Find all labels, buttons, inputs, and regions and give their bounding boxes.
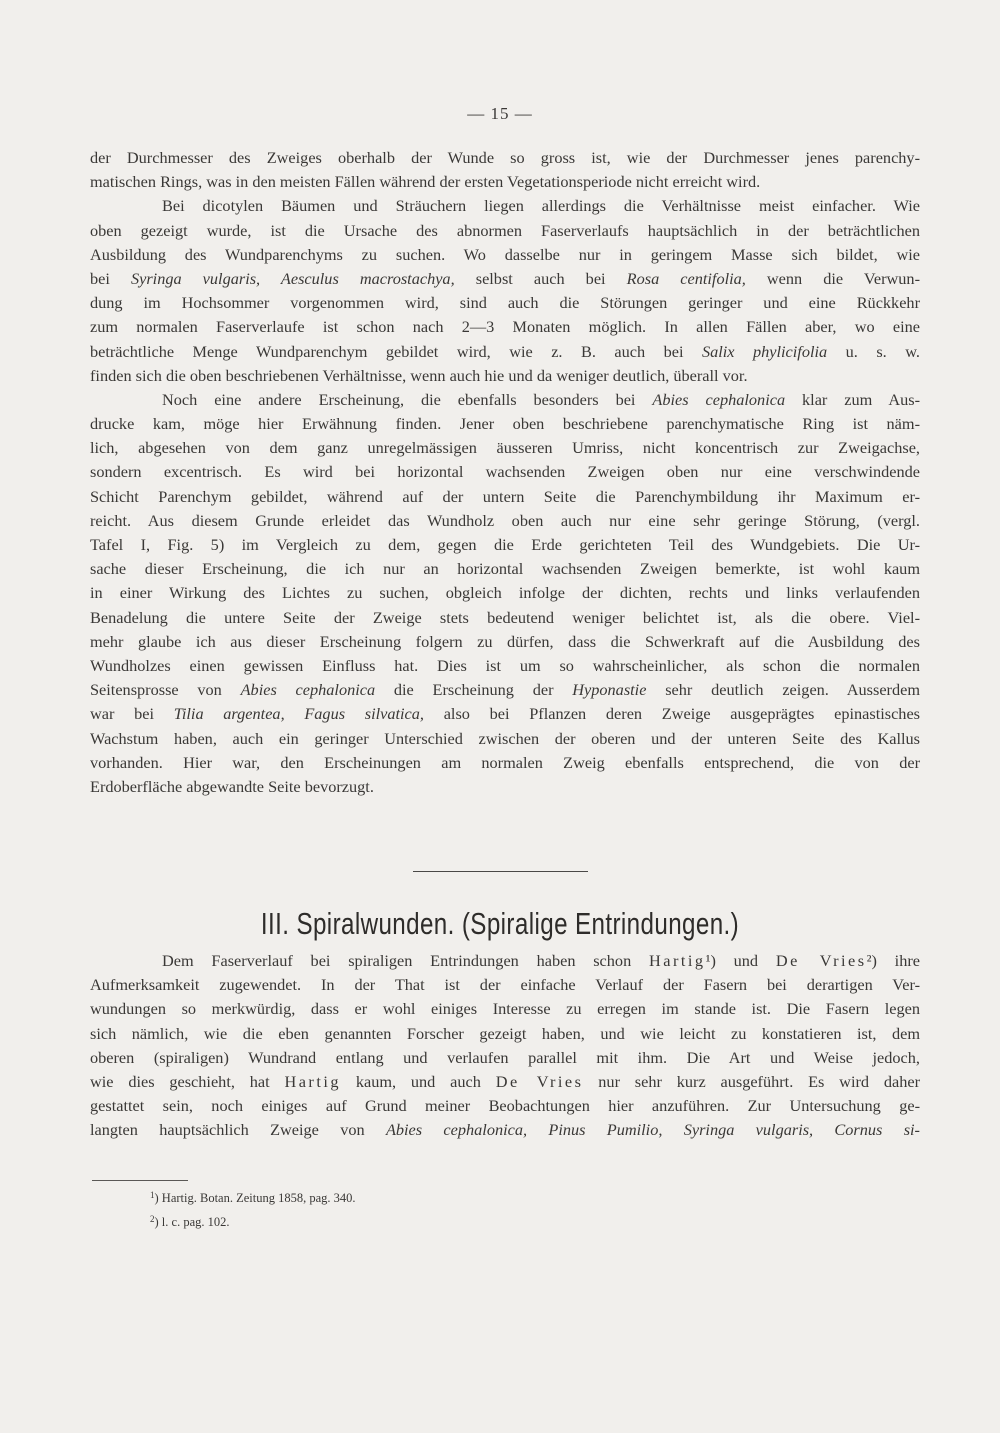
- italic-term: Salix phylicifolia: [701, 341, 828, 361]
- text-line: wundungen so merkwürdig, dass er wohl einiges Interesse zu erregen im stande ist. Die Fasern legen: [90, 999, 920, 1019]
- footnote-marker: 2: [150, 1214, 155, 1224]
- text-run: wenn die Verwun-: [745, 268, 920, 288]
- author-name: De Vries: [495, 1071, 584, 1091]
- page-number: — 15 —: [467, 104, 533, 123]
- text-run: beträchtliche Menge Wundparenchym gebildet wird, wie z. B. auch bei: [90, 341, 702, 361]
- footnote-rule: [92, 1180, 188, 1181]
- italic-term: Abies cephalonica, Pinus Pumilio, Syringa vulgaris, Cornus si-: [385, 1120, 920, 1140]
- text-line: sich nämlich, wie die eben genannten Forscher gezeigt haben, und wie leicht zu konstatieren ist, dem: [90, 1023, 920, 1043]
- text-run: ¹) und: [705, 951, 776, 970]
- text-line: oberen (spiraligen) Wundrand entlang und verlaufen parallel mit ihm. Die Art und Weise jedoch,: [90, 1047, 920, 1067]
- footnote: [150, 1185, 356, 1209]
- text-line: lich, abgesehen von dem ganz unregelmässigen äusseren Umriss, nicht koncentrisch zur Zweigachse,: [90, 438, 920, 458]
- footnote: [150, 1209, 356, 1233]
- text-line: Schicht Parenchym gebildet, während auf der untern Seite die Parenchymbildung ihr Maximum er-: [90, 486, 920, 506]
- author-name: De Vries: [775, 951, 867, 970]
- text-run: langten hauptsächlich Zweige von: [90, 1120, 386, 1140]
- footnote-paren: ): [154, 1215, 162, 1229]
- text-line: Ausbildung des Wundparenchyms zu suchen. Wo dasselbe nur in geringem Masse sich bildet, wie: [90, 244, 920, 264]
- text-line: drucke kam, möge hier Erwähnung finden. Jener oben beschriebene parenchymatische Ring ist näm-: [90, 414, 920, 434]
- text-line: der Durchmesser des Zweiges oberhalb der Wunde so gross ist, wie der Durchmesser jenes parenchy-: [90, 148, 920, 167]
- text-line: Tafel I, Fig. 5) im Vergleich zu dem, gegen die Erde gerichteten Teil des Wundgebiets. Die Ur-: [90, 535, 920, 554]
- italic-term: Rosa centifolia,: [626, 268, 746, 288]
- text-run: war bei: [90, 704, 174, 724]
- text-line: vorhanden. Hier war, den Erscheinungen am normalen Zweig ebenfalls entsprechend, die von der: [90, 752, 920, 772]
- text-line: Wachstum haben, auch ein geringer Unterschied zwischen der oberen und der unteren Seite des Kallus: [90, 728, 920, 748]
- italic-term: Abies cephalonica: [652, 389, 786, 409]
- text-run: klar zum Aus-: [785, 389, 920, 409]
- text-line: [90, 388, 920, 412]
- text-line: oben gezeigt wurde, ist die Ursache des abnormen Faserverlaufs hauptsächlich in der beträchtlichen: [90, 220, 920, 240]
- text-run: ²) ihre: [866, 951, 920, 970]
- body-text-upper: [90, 146, 920, 799]
- text-run: u. s. w.: [827, 341, 920, 361]
- text-line: Aufmerksamkeit zugewendet. In der That ist der einfache Verlauf der Fasern bei derartigen Ver-: [90, 975, 920, 995]
- italic-term: Abies cephalonica: [240, 680, 376, 700]
- text-line: [90, 267, 920, 291]
- text-line: zum normalen Faserverlaufe ist schon nach 2—3 Monaten möglich. In allen Fällen aber, wo eine: [90, 317, 920, 337]
- text-line: Wundholzes einen gewissen Einfluss hat. Dies ist um so wahrscheinlicher, als schon die normalen: [90, 655, 920, 675]
- section-divider: [413, 871, 588, 872]
- text-run: Seitensprosse von: [90, 680, 241, 700]
- text-run: kaum, und auch: [341, 1071, 496, 1091]
- text-line: mehr glaube ich aus dieser Erscheinung folgern zu dürfen, dass die Schwerkraft auf die Ausbildung des: [90, 631, 920, 651]
- footnote-paren: ): [154, 1191, 162, 1205]
- text-run: wie dies geschieht, hat: [90, 1071, 285, 1091]
- text-run: Dem Faserverlauf bei spiraligen Entrindungen haben schon: [162, 951, 649, 970]
- italic-term: Tilia argentea, Fagus silvatica,: [173, 704, 424, 724]
- text-line: [90, 678, 920, 702]
- text-line: dung im Hochsommer vorgenommen wird, sind auch die Störungen geringer und eine Rückkehr: [90, 293, 920, 313]
- text-run: bei: [90, 268, 131, 288]
- section-heading: III. Spiralwunden. (Spiralige Entrindungen.): [260, 906, 740, 941]
- text-line: gestattet sein, noch einiges auf Grund meiner Beobachtungen hier anzuführen. Zur Untersuchung ge-: [90, 1096, 920, 1116]
- text-line: [90, 1118, 920, 1142]
- text-line: sondern excentrisch. Es wird bei horizontal wachsenden Zweigen oben nur eine verschwindende: [90, 462, 920, 482]
- footnote-marker: 1: [150, 1190, 155, 1200]
- text-line: reicht. Aus diesem Grunde erleidet das Wundholz oben auch nur eine sehr geringe Störung, (vergl.: [90, 510, 920, 530]
- text-line: [90, 702, 920, 726]
- text-run: also bei Pflanzen deren Zweige ausgeprägtes epinastisches: [424, 704, 920, 724]
- footnote-text: Hartig. Botan. Zeitung 1858, pag. 340.: [161, 1191, 356, 1205]
- footnote-text: l. c. pag. 102.: [161, 1215, 230, 1229]
- text-line: [90, 340, 920, 364]
- author-name: Hartig: [284, 1071, 342, 1091]
- text-line: sache dieser Erscheinung, die ich nur an horizontal wachsenden Zweigen bemerkte, ist wohl kaum: [90, 559, 920, 579]
- text-line: [90, 949, 920, 973]
- text-line: finden sich die oben beschriebenen Verhältnisse, wenn auch hie und da weniger deutlich, überall vor.: [90, 365, 748, 385]
- italic-term: Syringa vulgaris, Aesculus macrostachya,: [130, 268, 455, 288]
- text-line: Erdoberfläche abgewandte Seite bevorzugt.: [90, 776, 374, 796]
- text-line: Bei dicotylen Bäumen und Sträuchern liegen allerdings die Verhältnisse meist einfacher. Wie: [162, 196, 920, 216]
- text-line: Benadelung die untere Seite der Zweige stets bedeutend weniger belichtet ist, als die obere. Viel-: [90, 607, 920, 627]
- author-name: Hartig: [648, 951, 706, 970]
- text-line: [90, 1070, 920, 1094]
- text-line: matischen Rings, was in den meisten Fällen während der ersten Vegetationsperiode nicht erreicht wird.: [90, 172, 761, 192]
- footnotes: [150, 1185, 356, 1233]
- text-run: nur sehr kurz ausgeführt. Es wird daher: [583, 1071, 920, 1091]
- italic-term: Hyponastie: [572, 680, 647, 700]
- text-run: Noch eine andere Erscheinung, die ebenfalls besonders bei: [162, 389, 653, 409]
- text-run: selbst auch bei: [454, 268, 627, 288]
- text-run: die Erscheinung der: [375, 680, 573, 700]
- body-text-section: [90, 949, 920, 1143]
- text-run: sehr deutlich zeigen. Ausserdem: [646, 680, 920, 700]
- text-line: in einer Wirkung des Lichtes zu suchen, obgleich infolge der dichten, rechts und links verlaufenden: [90, 583, 920, 603]
